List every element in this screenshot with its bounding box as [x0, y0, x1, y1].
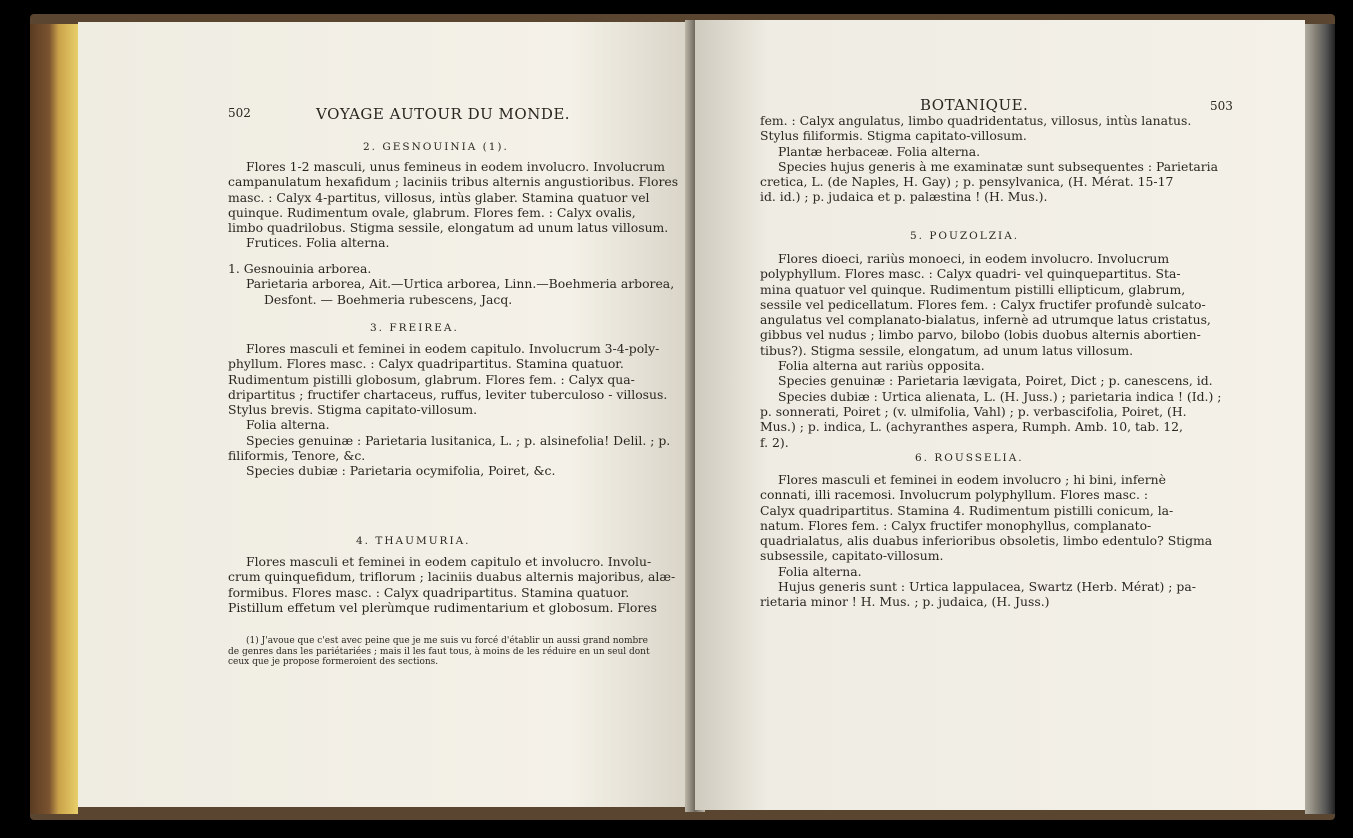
- section-title: 5. POUZOLZIA.: [910, 230, 1020, 242]
- section-title: 4. THAUMURIA.: [356, 535, 471, 547]
- page-number: 502: [228, 106, 251, 120]
- section-text: Flores masculi et feminei in eodem involucro ; hi bini, infernè connati, illi racemosi. Involucrum polyphyllum. Flores masc. : Calyx quadripartitus. Stamina 4. Rudimentum pistilli conicum, la- natum. Flores fem. : Calyx fructifer monophyllus, complanato- quadrialatus, alis duabus inferioribus obsoletis, limbo edentulo? Stigma subsessile, capitato-villosum. Folia alterna. Hujus generis sunt : Urtica lappulacea, Swartz (Herb. Mérat) ; pa- rietaria minor ! H. Mus. ; p. judaica, (H. Juss.): [760, 472, 1213, 610]
- running-head: VOYAGE AUTOUR DU MONDE.: [316, 105, 571, 123]
- running-head: BOTANIQUE.: [920, 96, 1029, 114]
- page-edges-left: [30, 24, 78, 814]
- section-title: 2. GESNOUINIA (1).: [363, 141, 509, 153]
- section-text: fem. : Calyx angulatus, limbo quadridentatus, villosus, intùs lanatus. Stylus filiformis. Stigma capitato-villosum. Plantæ herbaceæ. Folia alterna. Species hujus generis à me examinatæ sunt subsequentes : Parietaria cretica, L. (de Naples, H. Gay) ; p. pensylvanica, (H. Mérat. 15-17 id. id.) ; p. judaica et p. palæstina ! (H. Mus.).: [760, 113, 1218, 205]
- right-page: [695, 20, 1305, 810]
- section-text: Flores masculi et feminei in eodem capitulo et involucro. Involu- crum quinquefidum, triflorum ; laciniis duabus alternis majoribus, alæ- formibus. Flores masc. : Calyx quadripartitus. Stamina quatuor. Pistillum effetum vel plerùmque rudimentarium et globosum. Flores: [228, 554, 676, 615]
- left-page: [78, 22, 693, 807]
- page-number: 503: [1210, 99, 1233, 113]
- section-text: Flores masculi et feminei in eodem capitulo. Involucrum 3-4-poly- phyllum. Flores masc. : Calyx quadripartitus. Stamina quatuor. Rudimentum pistilli globosum, glabrum. Flores fem. : Calyx qua- dripartitus ; fructifer chartaceus, ruffus, leviter tuberculoso - villosus. Stylus brevis. Stigma capitato-villosum. Folia alterna. Species genuinæ : Parietaria lusitanica, L. ; p. alsinefolia! Delil. ; p. filiformis, Tenore, &c. Species dubiæ : Parietaria ocymifolia, Poiret, &c.: [228, 341, 671, 479]
- species-entry: 1. Gesnouinia arborea. Parietaria arborea, Ait.—Urtica arborea, Linn.—Boehmeria arborea, Desfont. — Boehmeria rubescens, Jacq.: [228, 261, 675, 307]
- footnote: (1) J'avoue que c'est avec peine que je me suis vu forcé d'établir un aussi grand nombre de genres dans les pariétariées ; mais il les faut tous, à moins de les réduire en un seul dont ceux que je propose formeroient des sections.: [228, 636, 650, 667]
- open-book: [30, 14, 1335, 820]
- section-title: 6. ROUSSELIA.: [915, 452, 1024, 464]
- section-text: Flores 1-2 masculi, unus femineus in eodem involucro. Involucrum campanulatum hexafidum ; laciniis tribus alternis angustioribus. Flores masc. : Calyx 4-partitus, villosus, intùs glaber. Stamina quatuor vel quinque. Rudimentum ovale, glabrum. Flores fem. : Calyx ovalis, limbo quadrilobus. Stigma sessile, elongatum ad unum latus villosum. Frutices. Folia alterna.: [228, 159, 679, 251]
- section-title: 3. FREIREA.: [370, 322, 459, 334]
- page-edges-right: [1305, 24, 1335, 814]
- section-text: Flores dioeci, rariùs monoeci, in eodem involucro. Involucrum polyphyllum. Flores masc. : Calyx quadri- vel quinquepartitus. Sta- mina quatuor vel quinque. Rudimentum pistilli ellipticum, glabrum, sessile vel pedicellatum. Flores fem. : Calyx fructifer profundè sulcato- angulatus vel complanato-bialatus, infernè ad utrumque latus cristatus, gibbus vel nudus ; limbo parvo, bilobo (lobis duobus alternis abortien- tibus?). Stigma sessile, elongatum, ad unum latus villosum. Folia alterna aut rariùs opposita. Species genuinæ : Parietaria lævigata, Poiret, Dict ; p. canescens, id. Species dubiæ : Urtica alienata, L. (H. Juss.) ; parietaria indica ! (Id.) ; p. sonnerati, Poiret ; (v. ulmifolia, Vahl) ; p. verbascifolia, Poiret, (H. Mus.) ; p. indica, L. (achyranthes aspera, Rumph. Amb. 10, tab. 12, f. 2).: [760, 251, 1222, 450]
